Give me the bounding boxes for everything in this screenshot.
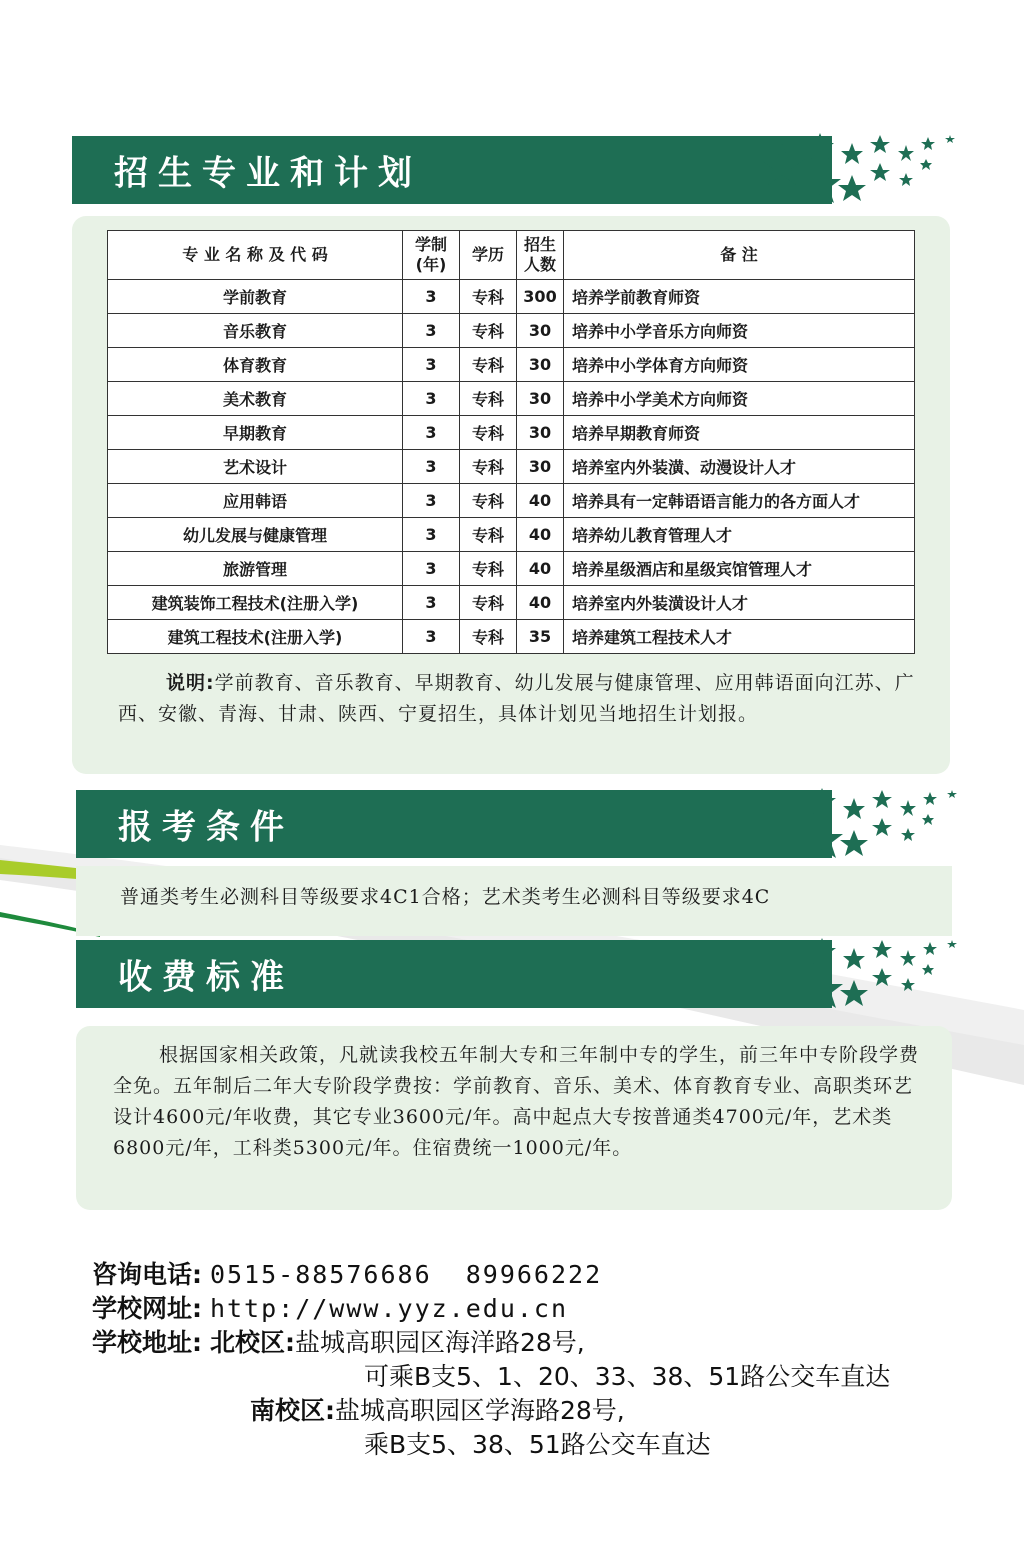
section-banner-requirements <box>76 790 832 858</box>
cell-degree: 专科 <box>460 484 517 518</box>
cell-major: 建筑装饰工程技术(注册入学) <box>108 586 403 620</box>
cell-years: 3 <box>403 416 460 450</box>
cell-count: 40 <box>517 552 564 586</box>
cell-major: 应用韩语 <box>108 484 403 518</box>
table-row <box>108 382 915 416</box>
cell-major: 美术教育 <box>108 382 403 416</box>
contact-phone-row <box>92 1258 890 1292</box>
north-bus-row <box>92 1360 890 1394</box>
cell-degree: 专科 <box>460 620 517 654</box>
table-row <box>108 484 915 518</box>
cell-count: 30 <box>517 416 564 450</box>
table-row <box>108 314 915 348</box>
cell-remark: 培养学前教育师资 <box>564 280 915 314</box>
table-header-row <box>108 231 915 280</box>
cell-degree: 专科 <box>460 450 517 484</box>
contact-info <box>92 1258 890 1462</box>
contact-address-row <box>92 1326 890 1360</box>
cell-degree: 专科 <box>460 314 517 348</box>
cell-remark: 培养室内外装潢设计人才 <box>564 586 915 620</box>
note-text: 学前教育、音乐教育、早期教育、幼儿发展与健康管理、应用韩语面向江苏、广西、安徽、青海、甘肃、陕西、宁夏招生，具体计划见当地招生计划报。 <box>118 672 915 725</box>
cell-remark: 培养室内外装潢、动漫设计人才 <box>564 450 915 484</box>
section-title-fees: 收费标准 <box>118 957 294 998</box>
cell-count: 30 <box>517 382 564 416</box>
enrollment-plan-table <box>107 230 915 654</box>
fees-text: 根据国家相关政策，凡就读我校五年制大专和三年制中专的学生，前三年中专阶段学费全免。五年制后二年大专阶段学费按：学前教育、音乐、美术、体育教育专业、高职类环艺设计4600元/年收费，其它专业3600元/年。高中起点大专按普通类4700元/年，艺术类6800元/年，工科类5300元/年。住宿费统一1000元/年。 <box>113 1044 920 1159</box>
cell-degree: 专科 <box>460 586 517 620</box>
cell-years: 3 <box>403 280 460 314</box>
header-degree: 学历 <box>460 231 517 280</box>
cell-count: 40 <box>517 586 564 620</box>
header-remark: 备 注 <box>564 231 915 280</box>
section-title-requirements: 报考条件 <box>118 807 294 848</box>
north-campus-address: 盐城高职园区海洋路28号, <box>294 1328 585 1357</box>
stars-decoration-icon <box>762 930 962 1015</box>
table-row <box>108 518 915 552</box>
cell-remark: 培养建筑工程技术人才 <box>564 620 915 654</box>
cell-degree: 专科 <box>460 518 517 552</box>
website-link[interactable]: http://www.yyz.edu.cn <box>209 1294 569 1323</box>
cell-remark: 培养中小学体育方向师资 <box>564 348 915 382</box>
cell-remark: 培养中小学美术方向师资 <box>564 382 915 416</box>
south-campus-label: 南校区: <box>250 1396 335 1425</box>
cell-years: 3 <box>403 314 460 348</box>
cell-remark: 培养中小学音乐方向师资 <box>564 314 915 348</box>
phone-label: 咨询电话: <box>92 1260 202 1289</box>
table-row <box>108 450 915 484</box>
cell-years: 3 <box>403 586 460 620</box>
cell-remark: 培养早期教育师资 <box>564 416 915 450</box>
cell-count: 35 <box>517 620 564 654</box>
cell-count: 40 <box>517 518 564 552</box>
table-row <box>108 620 915 654</box>
cell-degree: 专科 <box>460 348 517 382</box>
cell-years: 3 <box>403 484 460 518</box>
cell-years: 3 <box>403 552 460 586</box>
section-title-plan: 招生专业和计划 <box>114 153 422 194</box>
header-years: 学制 (年) <box>403 231 460 280</box>
cell-years: 3 <box>403 518 460 552</box>
cell-major: 体育教育 <box>108 348 403 382</box>
address-label: 学校地址: <box>92 1328 202 1357</box>
header-count: 招生 人数 <box>517 231 564 280</box>
cell-count: 300 <box>517 280 564 314</box>
cell-degree: 专科 <box>460 416 517 450</box>
cell-remark: 培养具有一定韩语语言能力的各方面人才 <box>564 484 915 518</box>
south-campus-row <box>92 1394 890 1428</box>
table-row <box>108 586 915 620</box>
cell-count: 30 <box>517 450 564 484</box>
website-label: 学校网址: <box>92 1294 202 1323</box>
south-bus-row <box>92 1428 890 1462</box>
north-campus-label: 北校区: <box>209 1328 295 1357</box>
cell-count: 40 <box>517 484 564 518</box>
cell-major: 早期教育 <box>108 416 403 450</box>
cell-remark: 培养星级酒店和星级宾馆管理人才 <box>564 552 915 586</box>
cell-years: 3 <box>403 348 460 382</box>
cell-major: 旅游管理 <box>108 552 403 586</box>
cell-major: 学前教育 <box>108 280 403 314</box>
contact-website-row <box>92 1292 890 1326</box>
plan-note <box>118 668 924 730</box>
cell-major: 幼儿发展与健康管理 <box>108 518 403 552</box>
phone-value: 0515-88576686 89966222 <box>209 1260 603 1289</box>
cell-years: 3 <box>403 620 460 654</box>
cell-major: 建筑工程技术(注册入学) <box>108 620 403 654</box>
table-row <box>108 552 915 586</box>
cell-remark: 培养幼儿教育管理人才 <box>564 518 915 552</box>
north-campus-bus: 可乘B支5、1、20、33、38、51路公交车直达 <box>364 1362 891 1391</box>
cell-degree: 专科 <box>460 552 517 586</box>
south-campus-address: 盐城高职园区学海路28号, <box>335 1396 625 1425</box>
table-row <box>108 280 915 314</box>
cell-degree: 专科 <box>460 280 517 314</box>
south-campus-bus: 乘B支5、38、51路公交车直达 <box>364 1430 711 1459</box>
note-label: 说明: <box>166 672 215 694</box>
cell-major: 艺术设计 <box>108 450 403 484</box>
requirements-text: 普通类考生必测科目等级要求4C1合格；艺术类考生必测科目等级要求4C <box>120 886 771 908</box>
cell-years: 3 <box>403 382 460 416</box>
cell-count: 30 <box>517 348 564 382</box>
cell-years: 3 <box>403 450 460 484</box>
cell-count: 30 <box>517 314 564 348</box>
header-major: 专 业 名 称 及 代 码 <box>108 231 403 280</box>
cell-major: 音乐教育 <box>108 314 403 348</box>
stars-decoration-icon <box>760 125 960 210</box>
table-row <box>108 416 915 450</box>
stars-decoration-icon <box>762 780 962 865</box>
table-row <box>108 348 915 382</box>
section-banner-plan <box>72 136 832 204</box>
cell-degree: 专科 <box>460 382 517 416</box>
section-banner-fees <box>76 940 832 1008</box>
